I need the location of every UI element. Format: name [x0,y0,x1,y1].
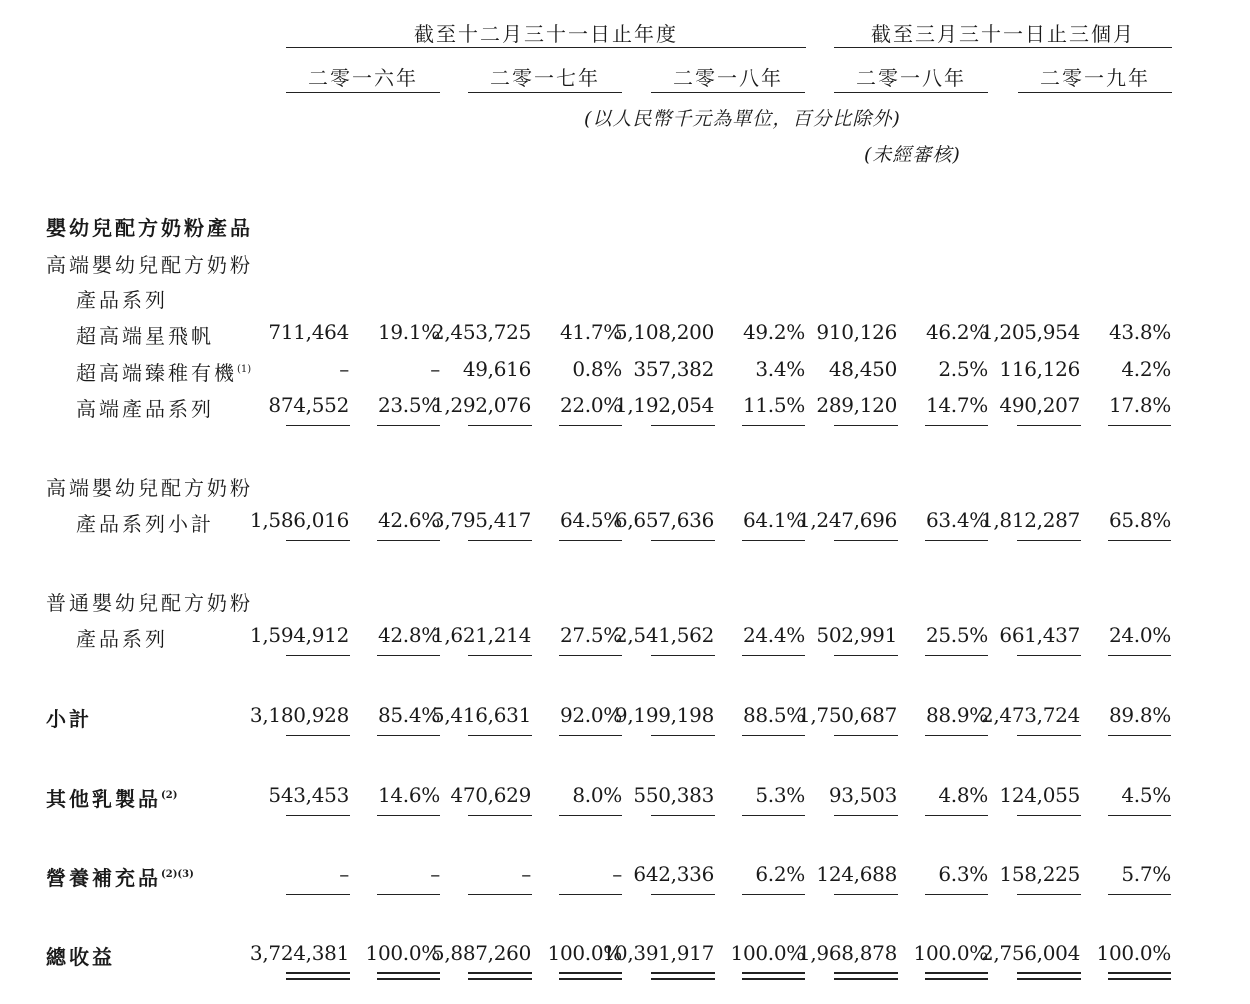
section-infant-formula: 嬰幼兒配方奶粉產品 [46,216,253,240]
total-double-underline [468,972,532,980]
percent-cell: 23.5% [377,393,440,417]
amount-cell: 124,055 [999,783,1080,807]
column-underline [742,425,805,426]
column-underline [559,735,622,736]
percent-cell: 43.8% [1108,320,1171,344]
percent-cell: 88.5% [742,703,805,727]
row-label-regular-line2: 產品系列 [76,627,168,651]
year-header-2018-q1: 二零一八年 [856,66,966,90]
group-header-fiscal-year: 截至十二月三十一日止年度 [414,22,678,46]
amount-cell: 502,991 [816,623,897,647]
year-underline [834,92,988,93]
total-double-underline [559,972,622,980]
column-underline [834,735,898,736]
amount-cell: 1,247,696 [797,508,897,532]
amount-cell: 49,616 [462,357,531,381]
percent-cell: 11.5% [742,393,805,417]
percent-cell: 4.8% [938,783,988,807]
year-underline [286,92,440,93]
percent-cell: 100.0% [365,941,440,965]
amount-cell: 642,336 [633,862,714,886]
column-underline [559,425,622,426]
column-underline [377,815,440,816]
amount-cell: 93,503 [828,783,897,807]
column-underline [559,655,622,656]
percent-cell: 27.5% [559,623,622,647]
column-underline [834,815,898,816]
column-underline [468,655,532,656]
column-underline [1108,894,1171,895]
column-underline [1017,815,1081,816]
percent-cell: 42.8% [377,623,440,647]
amount-cell: 661,437 [999,623,1080,647]
row-label-premium-subtotal-line1: 高端嬰幼兒配方奶粉 [46,476,253,500]
group-underline-three-months [834,47,1172,48]
amount-cell: 1,205,954 [980,320,1080,344]
column-underline [834,425,898,426]
percent-cell: 100.0% [547,941,622,965]
percent-cell: 6.2% [755,862,805,886]
year-header-2016: 二零一六年 [308,66,418,90]
row-label-nutrition [46,862,194,891]
amount-cell: 2,541,562 [614,623,714,647]
amount-cell: 357,382 [633,357,714,381]
total-double-underline [286,972,350,980]
percent-cell: 24.4% [742,623,805,647]
column-underline [1017,655,1081,656]
percent-cell: 17.8% [1108,393,1171,417]
amount-cell: 470,629 [450,783,531,807]
amount-cell: 910,126 [816,320,897,344]
column-underline [559,815,622,816]
total-double-underline [742,972,805,980]
percent-cell: – [430,862,440,886]
amount-cell: – [521,862,531,886]
percent-cell: 64.5% [559,508,622,532]
year-underline [651,92,805,93]
column-underline [468,894,532,895]
group-underline-fiscal-year [286,47,806,48]
percent-cell: 100.0% [1096,941,1171,965]
percent-cell: 4.5% [1121,783,1171,807]
year-header-2017: 二零一七年 [490,66,600,90]
amount-cell: 874,552 [268,393,349,417]
column-underline [651,735,715,736]
column-underline [559,894,622,895]
amount-cell: 2,756,004 [980,941,1080,965]
total-double-underline [834,972,898,980]
percent-cell: 46.2% [925,320,988,344]
amount-cell: 1,812,287 [980,508,1080,532]
column-underline [286,655,350,656]
amount-cell: 158,225 [999,862,1080,886]
total-double-underline [377,972,440,980]
percent-cell: 92.0% [559,703,622,727]
percent-cell: 100.0% [913,941,988,965]
amount-cell: 490,207 [999,393,1080,417]
year-underline [468,92,622,93]
amount-cell: 289,120 [816,393,897,417]
amount-cell: 5,108,200 [614,320,714,344]
amount-cell: 2,453,725 [431,320,531,344]
unit-note: (以人民幣千元為單位，百分比除外) [584,108,901,130]
amount-cell: 10,391,917 [602,941,714,965]
section-premium-series-line1: 高端嬰幼兒配方奶粉 [46,253,253,277]
amount-cell: 1,192,054 [614,393,714,417]
percent-cell: 5.3% [755,783,805,807]
column-underline [1108,425,1171,426]
percent-cell: 25.5% [925,623,988,647]
amount-cell: 3,795,417 [431,508,531,532]
percent-cell: 5.7% [1121,862,1171,886]
amount-cell: 5,887,260 [431,941,531,965]
column-underline [1017,425,1081,426]
amount-cell: 1,750,687 [797,703,897,727]
percent-cell: 14.6% [377,783,440,807]
column-underline [834,655,898,656]
percent-cell: 85.4% [377,703,440,727]
percent-cell: 63.4% [925,508,988,532]
column-underline [925,540,988,541]
column-underline [742,735,805,736]
column-underline [651,540,715,541]
percent-cell: 22.0% [559,393,622,417]
column-underline [925,815,988,816]
percent-cell: 49.2% [742,320,805,344]
percent-cell: 64.1% [742,508,805,532]
column-underline [1108,655,1171,656]
percent-cell: 8.0% [572,783,622,807]
percent-cell: 42.6% [377,508,440,532]
row-label-flying-star: 超高端星飛帆 [76,324,214,348]
row-label-total: 總收益 [46,945,115,969]
column-underline [1108,735,1171,736]
section-premium-series-line2: 產品系列 [76,288,168,312]
percent-cell: 24.0% [1108,623,1171,647]
percent-cell: 4.2% [1121,357,1171,381]
column-underline [468,540,532,541]
year-header-2018: 二零一八年 [673,66,783,90]
column-underline [925,655,988,656]
amount-cell: 1,586,016 [249,508,349,532]
column-underline [651,425,715,426]
amount-cell: 3,724,381 [249,941,349,965]
column-underline [742,540,805,541]
column-underline [377,735,440,736]
percent-cell: 6.3% [938,862,988,886]
group-header-three-months: 截至三月三十一日止三個月 [871,22,1135,46]
column-underline [286,735,350,736]
amount-cell: 711,464 [268,320,349,344]
footnote-marker: (2) [161,790,178,801]
column-underline [925,425,988,426]
column-underline [468,815,532,816]
amount-cell: 3,180,928 [249,703,349,727]
column-underline [1017,735,1081,736]
percent-cell: 14.7% [925,393,988,417]
column-underline [742,894,805,895]
amount-cell: 1,594,912 [249,623,349,647]
column-underline [1017,540,1081,541]
amount-cell: 543,453 [268,783,349,807]
column-underline [1108,815,1171,816]
row-label-nutrition-text: 營養補充品 [46,866,161,890]
total-double-underline [1017,972,1081,980]
amount-cell: 6,657,636 [614,508,714,532]
year-underline [1018,92,1172,93]
column-underline [377,894,440,895]
unaudited-note: (未經審核) [864,144,961,166]
column-underline [286,540,350,541]
amount-cell: 1,621,214 [431,623,531,647]
amount-cell: 1,968,878 [797,941,897,965]
percent-cell: 2.5% [938,357,988,381]
percent-cell: 100.0% [730,941,805,965]
column-underline [377,540,440,541]
column-underline [651,815,715,816]
percent-cell: 0.8% [572,357,622,381]
row-label-premium-subtotal-line2: 產品系列小計 [76,512,214,536]
row-label-organic-text: 超高端臻稚有機 [76,361,237,385]
column-underline [377,655,440,656]
year-header-2019-q1: 二零一九年 [1040,66,1150,90]
row-label-other-dairy [46,783,177,812]
total-double-underline [1108,972,1171,980]
total-double-underline [925,972,988,980]
footnote-marker: (2)(3) [161,869,194,880]
amount-cell: 1,292,076 [431,393,531,417]
percent-cell: 41.7% [559,320,622,344]
column-underline [925,735,988,736]
column-underline [651,894,715,895]
amount-cell: 124,688 [816,862,897,886]
amount-cell: 2,473,724 [980,703,1080,727]
column-underline [1017,894,1081,895]
percent-cell: 3.4% [755,357,805,381]
row-label-regular-line1: 普通嬰幼兒配方奶粉 [46,591,253,615]
amount-cell: 9,199,198 [614,703,714,727]
column-underline [468,425,532,426]
column-underline [834,894,898,895]
amount-cell: 48,450 [828,357,897,381]
column-underline [559,540,622,541]
amount-cell: – [339,357,349,381]
percent-cell: 88.9% [925,703,988,727]
percent-cell: 65.8% [1108,508,1171,532]
column-underline [468,735,532,736]
column-underline [286,425,350,426]
total-double-underline [651,972,715,980]
percent-cell: 89.8% [1108,703,1171,727]
column-underline [286,894,350,895]
percent-cell: 19.1% [377,320,440,344]
column-underline [377,425,440,426]
percent-cell: – [612,862,622,886]
amount-cell: 550,383 [633,783,714,807]
row-label-subtotal: 小計 [46,707,92,731]
amount-cell: 116,126 [999,357,1080,381]
column-underline [834,540,898,541]
row-label-premium: 高端產品系列 [76,397,214,421]
column-underline [742,655,805,656]
amount-cell: 5,416,631 [431,703,531,727]
row-label-organic [76,357,251,386]
footnote-marker: (1) [237,364,252,375]
column-underline [651,655,715,656]
column-underline [742,815,805,816]
column-underline [925,894,988,895]
column-underline [1108,540,1171,541]
percent-cell: – [430,357,440,381]
row-label-other-dairy-text: 其他乳製品 [46,787,161,811]
column-underline [286,815,350,816]
amount-cell: – [339,862,349,886]
